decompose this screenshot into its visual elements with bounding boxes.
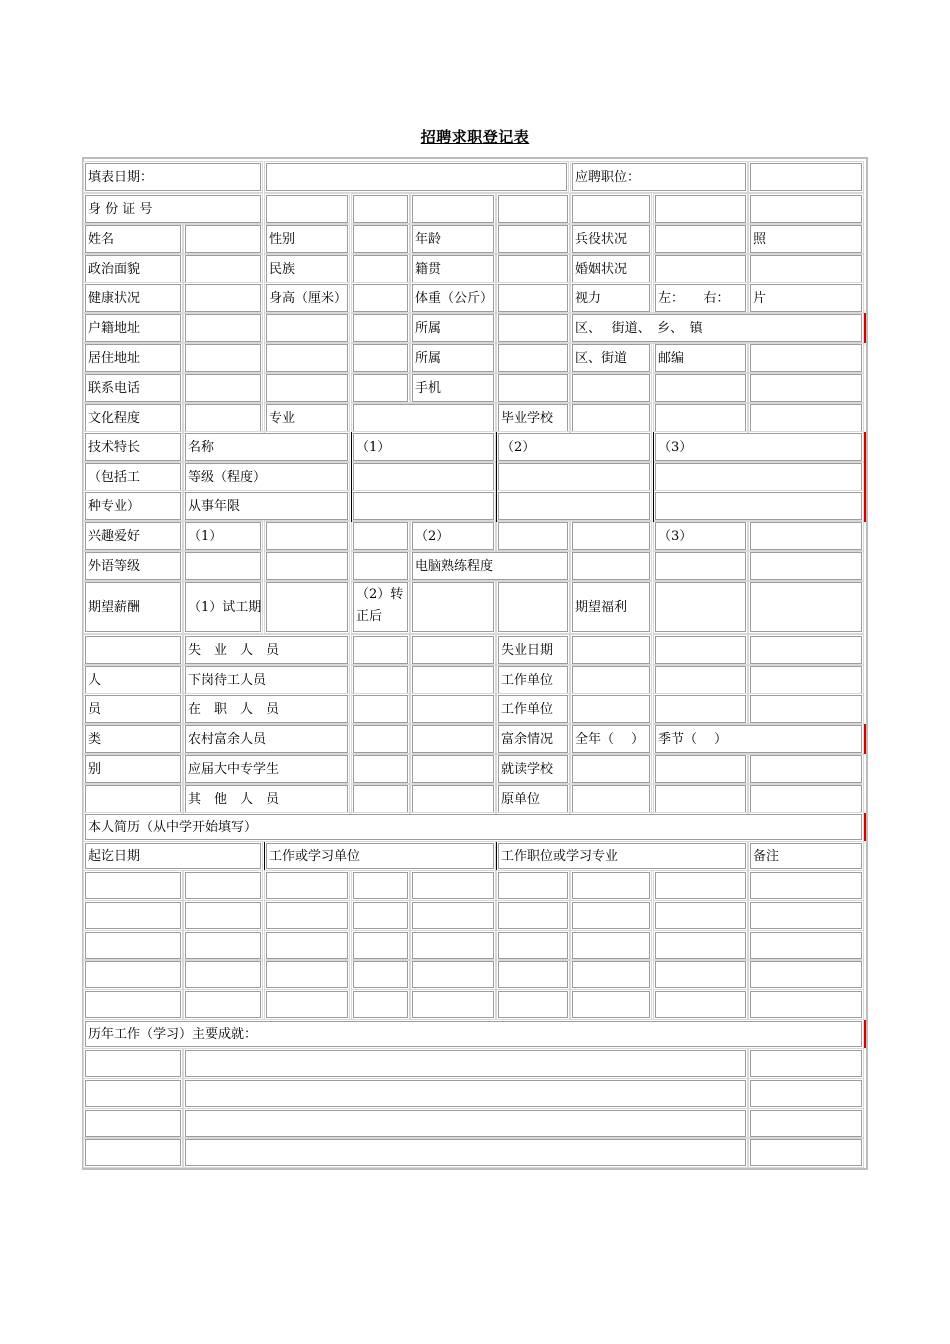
- resume-cell[interactable]: [353, 961, 408, 988]
- resume-cell[interactable]: [412, 961, 494, 988]
- student-label: 应届大中专学生: [185, 755, 348, 783]
- merge-marker: [864, 432, 866, 522]
- mobile-label: 手机: [412, 374, 494, 402]
- resume-cell[interactable]: [655, 932, 746, 959]
- hobby-2-input[interactable]: [498, 522, 568, 550]
- rural-surplus-label: 农村富余人员: [185, 725, 348, 753]
- id-digit-box[interactable]: [655, 195, 746, 223]
- marital-input[interactable]: [655, 255, 746, 283]
- resume-cell[interactable]: [185, 961, 261, 988]
- resume-cell[interactable]: [266, 991, 348, 1018]
- native-place-input[interactable]: [498, 255, 568, 283]
- skill-1-grade[interactable]: [353, 463, 494, 491]
- name-input[interactable]: [185, 225, 261, 253]
- vision-input[interactable]: 左： 右：: [655, 284, 746, 312]
- id-number-label: 身 份 证 号: [85, 195, 261, 223]
- skill-1-name[interactable]: （1）: [353, 433, 494, 461]
- other-label: 其 他 人 员: [185, 785, 348, 813]
- trial-salary-input[interactable]: [266, 582, 348, 632]
- laid-off-input[interactable]: [353, 666, 408, 694]
- resume-cell[interactable]: [412, 932, 494, 959]
- skill-3-name[interactable]: （3）: [655, 433, 862, 461]
- resume-cell[interactable]: [498, 991, 568, 1018]
- native-place-label: 籍贯: [412, 255, 494, 283]
- household-belong-label: 所属: [412, 314, 494, 342]
- student-input-2[interactable]: [412, 755, 494, 783]
- achievement-cell[interactable]: [85, 1110, 181, 1137]
- household-address-input[interactable]: [185, 314, 261, 342]
- achievement-cell[interactable]: [750, 1139, 862, 1166]
- household-address-label: 户籍地址: [85, 314, 181, 342]
- fill-date-input[interactable]: [266, 163, 567, 191]
- employed-work-unit-input-2[interactable]: [655, 695, 746, 723]
- age-label: 年龄: [412, 225, 494, 253]
- household-belong-input[interactable]: [498, 314, 568, 342]
- unemployed-date-input-2[interactable]: [655, 636, 746, 664]
- residence-district-field[interactable]: 区、街道: [572, 344, 650, 372]
- regular-salary-label: （2）转正后: [353, 582, 408, 632]
- computer-skill-label: 电脑熟练程度: [412, 552, 568, 580]
- achievement-cell[interactable]: [185, 1139, 746, 1166]
- resume-cell[interactable]: [412, 872, 494, 899]
- employed-input-2[interactable]: [412, 695, 494, 723]
- health-label: 健康状况: [85, 284, 181, 312]
- hobby-1[interactable]: （1）: [185, 522, 261, 550]
- unemployed-input-2[interactable]: [412, 636, 494, 664]
- achievement-cell[interactable]: [85, 1080, 181, 1107]
- full-year-option[interactable]: 全年（ ）: [572, 725, 650, 753]
- resume-col-position: 工作职位或学习专业: [498, 843, 746, 869]
- hobby-label: 兴趣爱好: [85, 522, 181, 550]
- gender-label: 性别: [266, 225, 348, 253]
- current-school-input[interactable]: [572, 755, 650, 783]
- major-label: 专业: [266, 404, 348, 432]
- skill-name-label: 名称: [185, 433, 348, 461]
- education-level-input[interactable]: [185, 404, 261, 432]
- hobby-2-input-2[interactable]: [572, 522, 650, 550]
- resume-cell[interactable]: [655, 902, 746, 929]
- resume-cell[interactable]: [185, 932, 261, 959]
- marital-label: 婚姻状况: [572, 255, 650, 283]
- resume-heading: 本人简历（从中学开始填写）: [85, 814, 862, 840]
- phone-input[interactable]: [185, 374, 261, 402]
- weight-input[interactable]: [498, 284, 568, 312]
- resume-cell[interactable]: [353, 902, 408, 929]
- resume-cell[interactable]: [655, 991, 746, 1018]
- hobby-3[interactable]: （3）: [655, 522, 746, 550]
- residence-belong-input[interactable]: [498, 344, 568, 372]
- merge-marker: [864, 813, 866, 841]
- resume-cell[interactable]: [655, 961, 746, 988]
- rural-surplus-input[interactable]: [353, 725, 408, 753]
- hobby-2[interactable]: （2）: [412, 522, 494, 550]
- resume-cell[interactable]: [266, 902, 348, 929]
- gender-input[interactable]: [353, 225, 408, 253]
- resume-cell[interactable]: [750, 932, 862, 959]
- education-level-label: 文化程度: [85, 404, 181, 432]
- residence-address-input-3[interactable]: [353, 344, 408, 372]
- resume-cell[interactable]: [498, 961, 568, 988]
- category-side-blank-2: [85, 785, 181, 813]
- residence-address-input-2[interactable]: [266, 344, 348, 372]
- phone-input-3[interactable]: [353, 374, 408, 402]
- achievement-cell[interactable]: [85, 1050, 181, 1077]
- skill-3-grade[interactable]: [655, 463, 862, 491]
- resume-cell[interactable]: [185, 872, 261, 899]
- resume-cell[interactable]: [85, 961, 181, 988]
- politics-input[interactable]: [185, 255, 261, 283]
- resume-cell[interactable]: [85, 872, 181, 899]
- resume-cell[interactable]: [266, 961, 348, 988]
- current-school-input-2[interactable]: [655, 755, 746, 783]
- language-input[interactable]: [185, 552, 261, 580]
- skills-label-line-3: 种专业）: [85, 492, 181, 520]
- resume-cell[interactable]: [412, 991, 494, 1018]
- residence-address-label: 居住地址: [85, 344, 181, 372]
- resume-cell[interactable]: [655, 872, 746, 899]
- resume-cell[interactable]: [572, 872, 650, 899]
- mobile-input-2[interactable]: [572, 374, 650, 402]
- resume-col-dates: 起讫日期: [85, 843, 261, 869]
- skill-2-name[interactable]: （2）: [498, 433, 650, 461]
- skills-divider-left: [351, 432, 352, 522]
- ethnic-input[interactable]: [353, 255, 408, 283]
- phone-label: 联系电话: [85, 374, 181, 402]
- graduate-school-input-3[interactable]: [750, 404, 862, 432]
- achievement-cell[interactable]: [85, 1139, 181, 1166]
- politics-label: 政治面貌: [85, 255, 181, 283]
- vision-label: 视力: [572, 284, 650, 312]
- unemployed-date-input[interactable]: [572, 636, 650, 664]
- merge-marker: [864, 724, 866, 754]
- skills-divider-mid: [496, 432, 497, 522]
- rural-surplus-input-2[interactable]: [412, 725, 494, 753]
- employed-work-unit-input-3[interactable]: [750, 695, 862, 723]
- resume-cell[interactable]: [572, 991, 650, 1018]
- photo-box: [750, 255, 862, 283]
- computer-skill-input-2[interactable]: [655, 552, 746, 580]
- major-input[interactable]: [353, 404, 494, 432]
- other-input[interactable]: [353, 785, 408, 813]
- laid-off-label: 下岗待工人员: [185, 666, 348, 694]
- id-digit-box[interactable]: [498, 195, 568, 223]
- language-input-2[interactable]: [266, 552, 348, 580]
- resume-cell[interactable]: [572, 932, 650, 959]
- category-side-char-3: 类: [85, 725, 181, 753]
- resume-cell[interactable]: [85, 932, 181, 959]
- fill-date-label: 填表日期：: [85, 163, 261, 191]
- category-side-char-1: 人: [85, 666, 181, 694]
- skill-3-years[interactable]: [655, 492, 862, 520]
- category-side-char-2: 员: [85, 695, 181, 723]
- skill-2-years[interactable]: [498, 492, 650, 520]
- graduate-school-label: 毕业学校: [498, 404, 568, 432]
- achievement-cell[interactable]: [185, 1110, 746, 1137]
- achievement-cell[interactable]: [185, 1080, 746, 1107]
- resume-cell[interactable]: [750, 961, 862, 988]
- resume-cell[interactable]: [266, 932, 348, 959]
- resume-cell[interactable]: [185, 902, 261, 929]
- current-school-label: 就读学校: [498, 755, 568, 783]
- military-input[interactable]: [655, 225, 746, 253]
- seasonal-option[interactable]: 季节（ ）: [655, 725, 862, 753]
- original-unit-input-2[interactable]: [655, 785, 746, 813]
- laid-off-work-unit-input[interactable]: [572, 666, 650, 694]
- resume-cell[interactable]: [353, 932, 408, 959]
- resume-col-unit: 工作或学习单位: [266, 843, 494, 869]
- unemployed-input[interactable]: [353, 636, 408, 664]
- surplus-status-label: 富余情况: [498, 725, 568, 753]
- position-input[interactable]: [750, 163, 862, 191]
- military-label: 兵役状况: [572, 225, 650, 253]
- resume-cell[interactable]: [750, 902, 862, 929]
- employed-input[interactable]: [353, 695, 408, 723]
- unemployed-date-input-3[interactable]: [750, 636, 862, 664]
- employed-label: 在 职 人 员: [185, 695, 348, 723]
- form-title: 招聘求职登记表: [420, 128, 530, 146]
- category-side-blank: [85, 636, 181, 664]
- household-district-field[interactable]: 区、 街道、 乡、 镇: [572, 314, 862, 342]
- ethnic-label: 民族: [266, 255, 348, 283]
- graduate-school-input[interactable]: [572, 404, 650, 432]
- id-digit-box[interactable]: [572, 195, 650, 223]
- computer-skill-input-3[interactable]: [750, 552, 862, 580]
- photo-label-top: 照: [750, 225, 862, 253]
- hobby-1-input[interactable]: [266, 522, 348, 550]
- merge-marker: [864, 313, 866, 343]
- resume-divider-left: [264, 842, 265, 870]
- resume-cell[interactable]: [85, 902, 181, 929]
- language-input-3[interactable]: [353, 552, 408, 580]
- health-input[interactable]: [185, 284, 261, 312]
- achievement-cell[interactable]: [750, 1110, 862, 1137]
- id-digit-box[interactable]: [750, 195, 862, 223]
- postcode-label: 邮编: [655, 344, 746, 372]
- laid-off-input-2[interactable]: [412, 666, 494, 694]
- skill-years-label: 从事年限: [185, 492, 348, 520]
- household-address-input-2[interactable]: [266, 314, 348, 342]
- resume-cell[interactable]: [498, 872, 568, 899]
- household-address-input-3[interactable]: [353, 314, 408, 342]
- resume-cell[interactable]: [498, 902, 568, 929]
- laid-off-work-unit-input-2[interactable]: [655, 666, 746, 694]
- residence-address-input[interactable]: [185, 344, 261, 372]
- resume-cell[interactable]: [498, 932, 568, 959]
- resume-cell[interactable]: [353, 991, 408, 1018]
- resume-cell[interactable]: [412, 902, 494, 929]
- skill-2-grade[interactable]: [498, 463, 650, 491]
- achievement-cell[interactable]: [750, 1050, 862, 1077]
- photo-label-bottom: 片: [750, 284, 862, 312]
- welfare-label: 期望福利: [572, 582, 650, 632]
- achievement-cell[interactable]: [750, 1080, 862, 1107]
- unemployed-label: 失 业 人 员: [185, 636, 348, 664]
- unemployed-date-label: 失业日期: [498, 636, 568, 664]
- graduate-school-input-2[interactable]: [655, 404, 746, 432]
- resume-divider-mid: [496, 842, 497, 870]
- employed-work-unit-label: 工作单位: [498, 695, 568, 723]
- mobile-input-3[interactable]: [655, 374, 746, 402]
- skill-grade-label: 等级（程度）: [185, 463, 348, 491]
- mobile-input-4[interactable]: [750, 374, 862, 402]
- student-input[interactable]: [353, 755, 408, 783]
- welfare-input[interactable]: [655, 582, 746, 632]
- hobby-1-input-2[interactable]: [353, 522, 408, 550]
- computer-skill-input[interactable]: [572, 552, 650, 580]
- mobile-input[interactable]: [498, 374, 568, 402]
- employed-work-unit-input[interactable]: [572, 695, 650, 723]
- resume-cell[interactable]: [185, 991, 261, 1018]
- laid-off-work-unit-input-3[interactable]: [750, 666, 862, 694]
- original-unit-input[interactable]: [572, 785, 650, 813]
- regular-salary-input-2[interactable]: [498, 582, 568, 632]
- skills-label-line-1: 技术特长: [85, 433, 181, 461]
- residence-belong-label: 所属: [412, 344, 494, 372]
- other-input-2[interactable]: [412, 785, 494, 813]
- height-input[interactable]: [353, 284, 408, 312]
- original-unit-label: 原单位: [498, 785, 568, 813]
- laid-off-work-unit-label: 工作单位: [498, 666, 568, 694]
- age-input[interactable]: [498, 225, 568, 253]
- current-school-input-3[interactable]: [750, 755, 862, 783]
- height-label: 身高（厘米）: [266, 284, 348, 312]
- resume-cell[interactable]: [85, 991, 181, 1018]
- regular-salary-input[interactable]: [412, 582, 494, 632]
- achievements-heading: 历年工作（学习）主要成就：: [85, 1021, 862, 1047]
- hobby-3-input[interactable]: [750, 522, 862, 550]
- resume-cell[interactable]: [750, 872, 862, 899]
- resume-cell[interactable]: [572, 902, 650, 929]
- achievement-cell[interactable]: [185, 1050, 746, 1077]
- welfare-input-2[interactable]: [750, 582, 862, 632]
- resume-cell[interactable]: [266, 872, 348, 899]
- id-digit-box[interactable]: [266, 195, 348, 223]
- resume-cell[interactable]: [353, 872, 408, 899]
- language-label: 外语等级: [85, 552, 181, 580]
- trial-salary-label: （1）试工期: [185, 582, 261, 632]
- skills-label-line-2: （包括工: [85, 463, 181, 491]
- resume-cell[interactable]: [572, 961, 650, 988]
- resume-cell[interactable]: [750, 991, 862, 1018]
- id-digit-box[interactable]: [412, 195, 494, 223]
- id-digit-box[interactable]: [353, 195, 408, 223]
- position-label: 应聘职位：: [572, 163, 746, 191]
- merge-marker: [864, 1020, 866, 1048]
- original-unit-input-3[interactable]: [750, 785, 862, 813]
- resume-col-notes: 备注: [750, 843, 862, 869]
- weight-label: 体重（公斤）: [412, 284, 494, 312]
- name-label: 姓名: [85, 225, 181, 253]
- phone-input-2[interactable]: [266, 374, 348, 402]
- category-side-char-4: 别: [85, 755, 181, 783]
- postcode-input[interactable]: [750, 344, 862, 372]
- salary-label: 期望薪酬: [85, 582, 181, 632]
- skill-1-years[interactable]: [353, 492, 494, 520]
- skills-divider-right: [653, 432, 654, 522]
